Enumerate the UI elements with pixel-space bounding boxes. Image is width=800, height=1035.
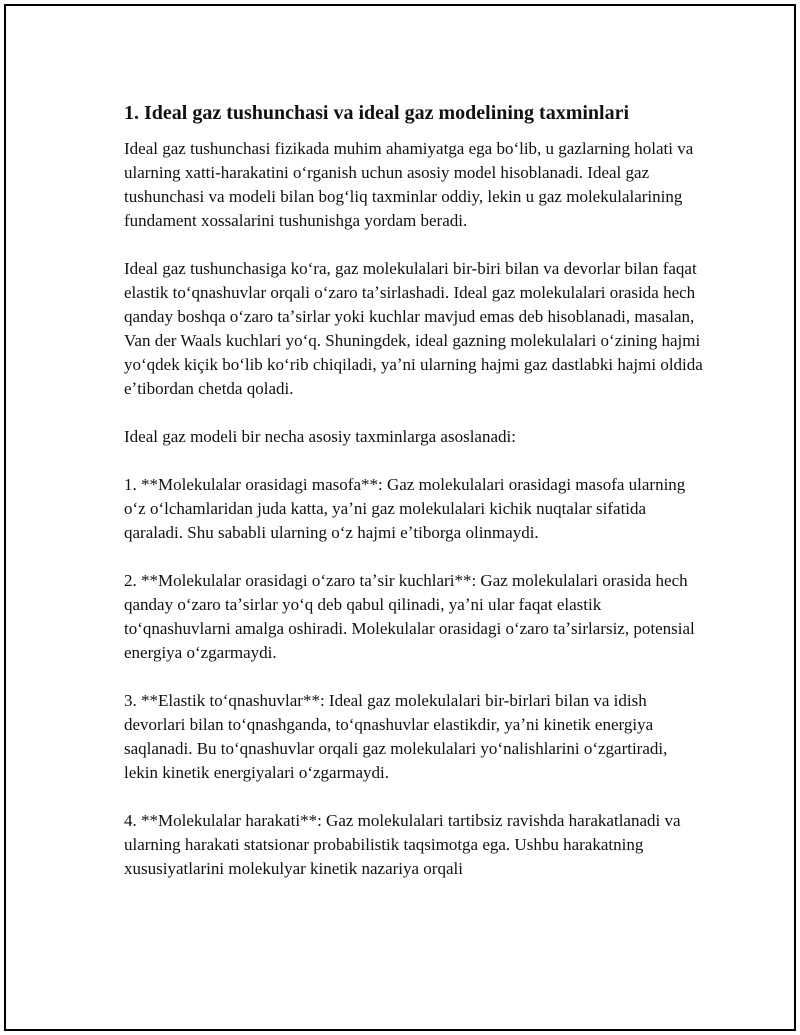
page-frame	[4, 4, 796, 1031]
paragraph-concept: Ideal gaz tushunchasiga koʻra, gaz molekulalari bir-biri bilan va devorlar bilan faqat elastik toʻqnashuvlar orqali oʻzaro taʼsirlashadi. Ideal gaz molekulalari orasida hech qanday boshqa oʻzaro taʼsirlar yoki kuchlar mavjud emas deb hisoblanadi, masalan, Van der Waals kuchlari yoʻq. Shuningdek, ideal gazning molekulalari oʻzining hajmi yoʻqdek kiçik boʻlib koʻrib chiqiladi, yaʼni ularning hajmi gaz dastlabki hajmi oldida eʼtibordan chetda qoladi.	[124, 259, 703, 398]
paragraph-assumption-1: 1. **Molekulalar orasidagi masofa**: Gaz molekulalari orasidagi masofa ularning oʻz oʻlchamlaridan juda katta, yaʼni gaz molekulalari kichik nuqtalar sifatida qaraladi. Shu sababli ularning oʻz hajmi eʼtiborga olinmaydi.	[124, 475, 686, 542]
document-body	[124, 99, 704, 881]
paragraph-intro: Ideal gaz tushunchasi fizikada muhim ahamiyatga ega boʻlib, u gazlarning holati va ularning xatti-harakatini oʻrganish uchun asosiy model hisoblanadi. Ideal gaz tushunchasi va modeli bilan bogʻliq taxminlar oddiy, lekin u gaz molekulalarining fundament xossalarini tushunishga yordam beradi.	[124, 139, 694, 230]
paragraph-assumption-4: 4. **Molekulalar harakati**: Gaz molekulalari tartibsiz ravishda harakatlanadi va ularning harakati statsionar probabilistik taqsimotga ega. Ushbu harakatning xususiyatlarini molekulyar kinetik nazariya orqali	[124, 811, 681, 878]
paragraph-assumptions-intro: Ideal gaz modeli bir necha asosiy taxminlarga asoslanadi:	[124, 427, 516, 446]
section-title: 1. Ideal gaz tushunchasi va ideal gaz modelining taxminlari	[124, 102, 630, 124]
paragraph-assumption-2: 2. **Molekulalar orasidagi oʻzaro taʼsir kuchlari**: Gaz molekulalari orasida hech qanday oʻzaro taʼsirlar yoʻq deb qabul qilinadi, yaʼni ular faqat elastik toʻqnashuvlarni amalga oshiradi. Molekulalar orasidagi oʻzaro taʼsirlarsiz, potensial energiya oʻzgarmaydi.	[124, 571, 695, 662]
paragraph-assumption-3: 3. **Elastik toʻqnashuvlar**: Ideal gaz molekulalari bir-birlari bilan va idish devorlari bilan toʻqnashganda, toʻqnashuvlar elastikdir, yaʼni kinetik energiya saqlanadi. Bu toʻqnashuvlar orqali gaz molekulalari yoʻnalishlarini oʻzgartiradi, lekin kinetik energiyalari oʻzgarmaydi.	[124, 691, 668, 782]
